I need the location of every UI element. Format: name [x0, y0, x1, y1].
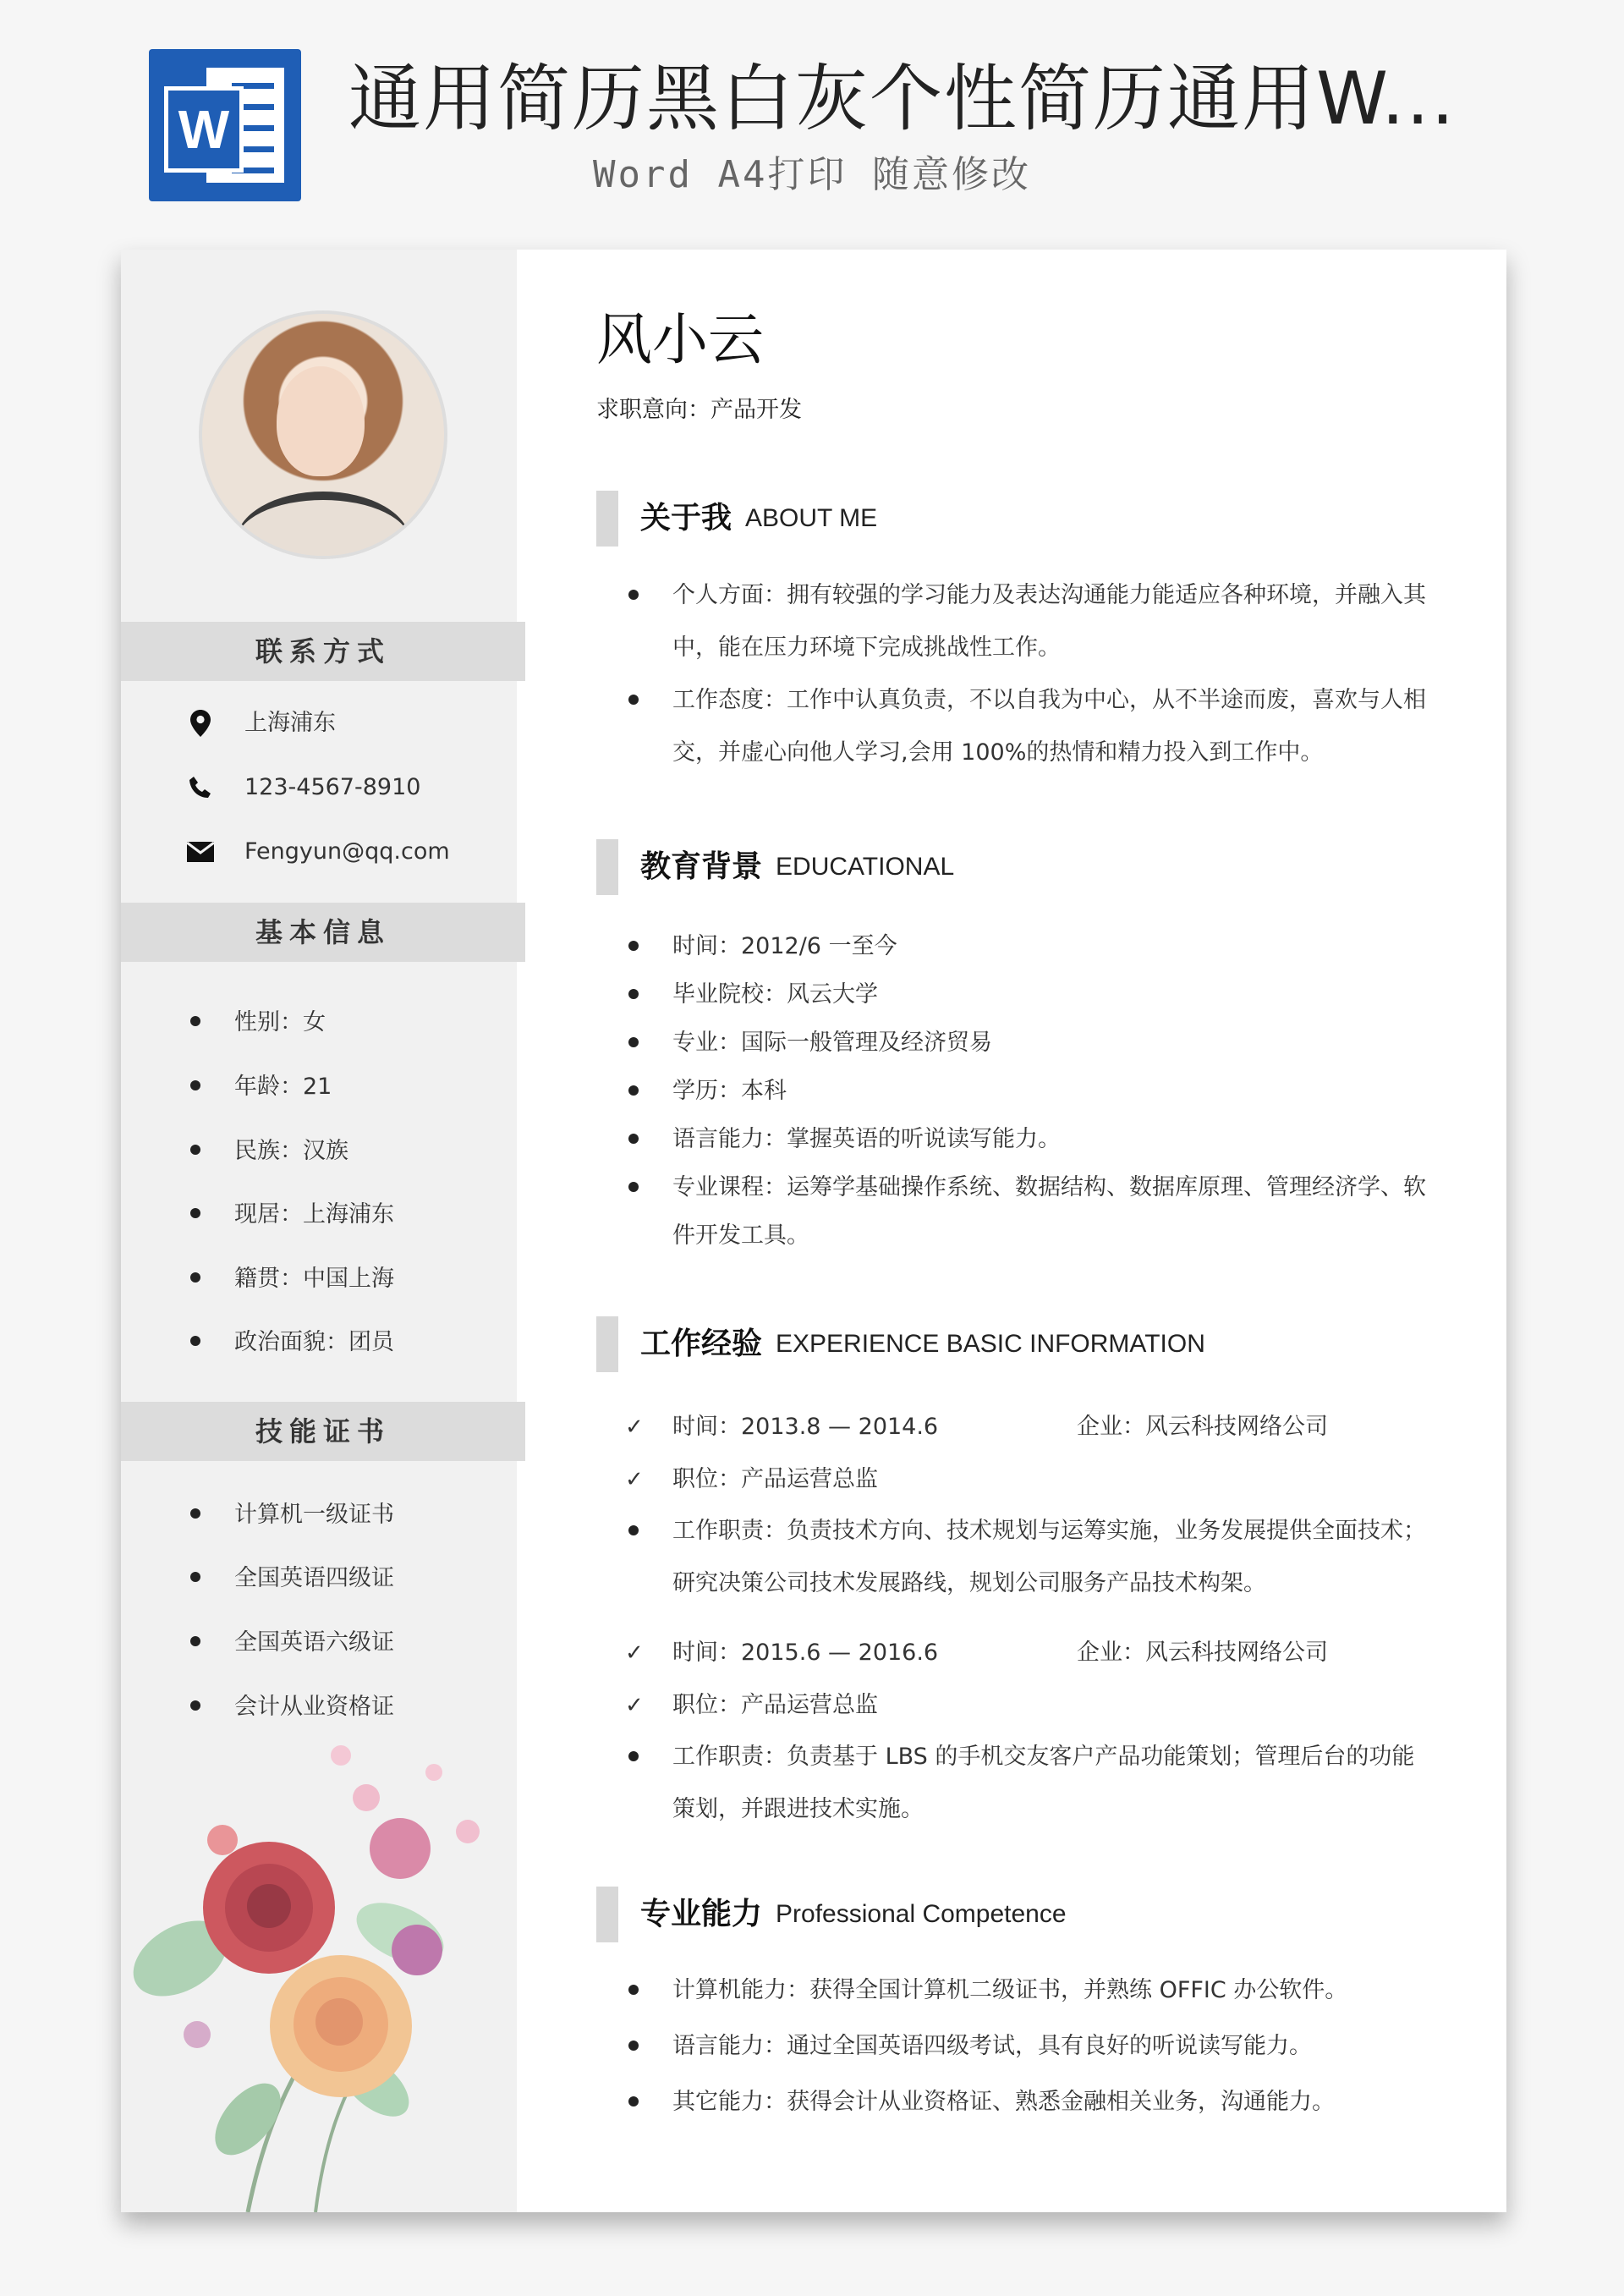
job-position: ✓ 职位：产品运营总监 [625, 1679, 1429, 1732]
job-duty: 工作职责：负责基于 LBS 的手机交友客户产品功能策划；管理后台的功能策划，并跟进技术实施。 [625, 1731, 1429, 1836]
resume-page [121, 250, 1506, 2212]
watercolor-flowers-illustration [121, 1722, 544, 2212]
document-banner [0, 0, 1624, 220]
job-position: ✓ 职位：产品运营总监 [625, 1453, 1429, 1506]
section-ability-heading: 专业能力 Professional Competence [596, 1887, 1067, 1942]
job-company: 企业：风云科技网络公司 [1077, 1414, 1328, 1440]
candidate-name: 风小云 [596, 307, 764, 372]
skills-heading: 技能证书 [121, 1402, 525, 1461]
basic-info-item: 年龄：21 [190, 1068, 332, 1106]
resume-sidebar [121, 250, 517, 2212]
education-item: 学历：本科 [625, 1067, 1429, 1115]
section-education-heading: 教育背景 EDUCATIONAL [596, 839, 954, 895]
contact-heading: 联系方式 [121, 622, 525, 681]
resume-main [517, 250, 1506, 2212]
section-experience-heading: 工作经验 EXPERIENCE BASIC INFORMATION [596, 1316, 1205, 1372]
document-subtitle: Word A4打印 随意修改 [593, 153, 1031, 196]
basic-info-item: 性别：女 [190, 1004, 326, 1041]
education-item: 专业：国际一般管理及经济贸易 [625, 1019, 1429, 1067]
basic-info-item: 政治面貌：团员 [190, 1324, 394, 1361]
location-pin-icon [184, 706, 217, 740]
basic-info-heading: 基本信息 [121, 903, 525, 962]
basic-info-item: 籍贯：中国上海 [190, 1261, 394, 1298]
skill-item: 计算机一级证书 [190, 1497, 394, 1534]
skill-item: 全国英语四级证 [190, 1560, 394, 1597]
education-item: 语言能力：掌握英语的听说读写能力。 [625, 1115, 1429, 1163]
basic-info-item: 民族：汉族 [190, 1133, 348, 1170]
job-intent: 求职意向：产品开发 [596, 397, 802, 423]
education-item: 专业课程：运筹学基础操作系统、数据结构、数据库原理、管理经济学、软件开发工具。 [625, 1163, 1429, 1260]
skill-item: 会计从业资格证 [190, 1689, 394, 1726]
ability-item: 语言能力：通过全国英语四级考试，具有良好的听说读写能力。 [625, 2020, 1429, 2073]
ability-item: 其它能力：获得会计从业资格证、熟悉金融相关业务，沟通能力。 [625, 2076, 1429, 2128]
basic-info-item: 现居：上海浦东 [190, 1196, 394, 1233]
ability-item: 计算机能力：获得全国计算机二级证书，并熟练 OFFIC 办公软件。 [625, 1964, 1429, 2017]
job-duty: 工作职责：负责技术方向、技术规划与运筹实施，业务发展提供全面技术；研究决策公司技术发展路线，规划公司服务产品技术构架。 [625, 1505, 1429, 1610]
contact-address: 上海浦东 [184, 705, 336, 742]
about-item: 个人方面：拥有较强的学习能力及表达沟通能力能适应各种环境，并融入其中，能在压力环境下完成挑战性工作。 [625, 569, 1429, 674]
phone-icon [184, 771, 217, 805]
skill-item: 全国英语六级证 [190, 1624, 394, 1662]
envelope-icon [184, 835, 217, 869]
job-time: ✓ 时间：2013.8 — 2014.6 企业：风云科技网络公司 [625, 1401, 1429, 1453]
word-app-icon: W [149, 49, 301, 201]
section-about-heading: 关于我 ABOUT ME [596, 491, 877, 547]
about-item: 工作态度：工作中认真负责，不以自我为中心，从不半途而废，喜欢与人相交，并虚心向他人学习,会用 100%的热情和精力投入到工作中。 [625, 674, 1429, 779]
job-company: 企业：风云科技网络公司 [1077, 1640, 1328, 1666]
contact-email: Fengyun@qq.com [184, 833, 450, 871]
profile-photo [199, 310, 447, 559]
document-title: 通用简历黑白灰个性简历通用W... [348, 57, 1457, 141]
job-time: ✓ 时间：2015.6 — 2016.6 企业：风云科技网络公司 [625, 1627, 1429, 1679]
education-item: 时间：2012/6 一至今 [625, 922, 1429, 970]
education-item: 毕业院校：风云大学 [625, 970, 1429, 1019]
contact-phone: 123-4567-8910 [184, 769, 420, 806]
